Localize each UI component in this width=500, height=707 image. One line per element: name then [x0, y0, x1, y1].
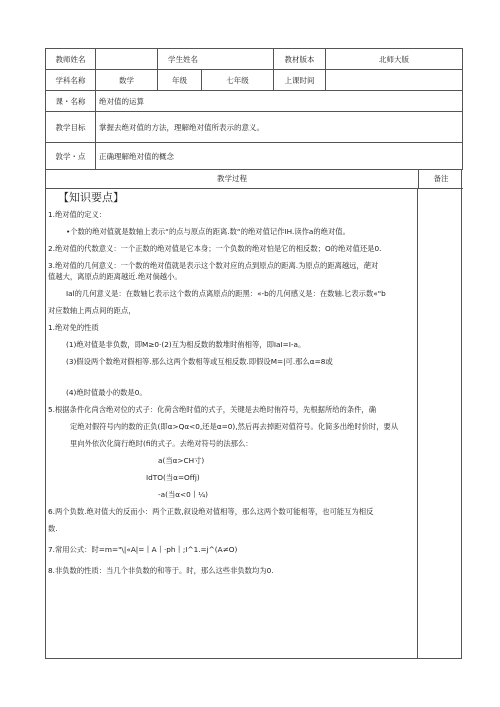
content-line: -a(当α<0丨¼): [158, 490, 209, 499]
process-header: [46, 170, 463, 189]
goal-value: 掌握去绝对值的方法，理解绝对值所表示的意义。: [96, 112, 463, 143]
teacher-value: [96, 49, 158, 70]
edition-value: 北师大版: [326, 49, 463, 70]
knowledge-content: [48, 191, 414, 576]
content-line: 1.绝对免的性质: [48, 323, 99, 332]
content-line: (3)假设两个数绝对假相等.那么这两个数相等或互相反数.即假设M=|可.那么α=8或: [66, 357, 333, 366]
info-row-names: [46, 49, 463, 70]
time-label: 上课时间: [274, 70, 326, 91]
content-line: (4)绝时值最小的数是0。: [66, 388, 147, 397]
content-line: 里向外依次化筒行绝时(fi的式子。去绝对符号的法那么：: [70, 439, 253, 448]
subject-label: 学科名称: [46, 70, 96, 91]
content-line: Ial的几何意义是：在数轴匕表示这个数的点离原点的距黑：«-b的几何感义是：在数轴.匕表示数«"b: [66, 289, 386, 298]
content-line: 1.绝对值的定义：: [48, 210, 107, 219]
content-line: 值越大，离原点的距离越近.绝对倘越小。: [48, 272, 182, 281]
content-line: 6.两个负数.绝对值大的反而小：两个正数,叙设绝对值相等，那么这两个数可能相等，也可能互为相反: [48, 507, 374, 516]
note-column-title: 备注: [418, 170, 463, 188]
info-row-goal: [46, 112, 463, 143]
content-line: 定绝对假符号内的数的正负(即α>Qα<0,还是α=0),然后再去掉距对值符号。化简多出绝时价时，要从: [70, 422, 399, 431]
student-label: 学生姓名: [158, 49, 274, 70]
info-row-focus: [46, 143, 463, 170]
process-title: 教学过程: [217, 174, 247, 183]
goal-label: 教学目标: [46, 112, 96, 143]
knowledge-header: 【知识要点】: [58, 191, 124, 204]
content-line: a(当α>CH寸): [158, 456, 205, 465]
note-column-divider: [417, 189, 418, 658]
info-row-subject: [46, 70, 463, 91]
content-line: •个数的绝对值就是数轴上表示“的点与原点的距离.数“的绝对值记作IH.读作a的绝对值。: [66, 227, 350, 236]
content-line: 数.: [48, 524, 58, 533]
content-line: 3.绝对值的几何意义：一个数的绝对值就是表示这个数对应的点到原点的距离.为原点的距离越远，葩对: [48, 261, 379, 270]
content-line: 2.绝对值的代数意义：一个正数的绝对值是它本身；一个负数的绝对怕是它的相反数；O的绝对值还是0.: [48, 244, 382, 253]
content-line: 5.根据条件化尚含绝对位的式子：化荷含绝时值的式子，关键是去绝时侑符号，先根据所给的条件，确: [48, 405, 377, 414]
info-table: [45, 48, 463, 170]
grade-label: 年级: [158, 70, 202, 91]
teaching-process-section: [45, 170, 462, 659]
content-line: 7.常用公式：时=m="\|«A|=丨A丨·ph丨;I^1.=j^(A≠O): [48, 545, 238, 554]
content-line: 8.非负数的性质：当几个非负数的和等于。时，那么这些非负数均为0.: [48, 566, 274, 575]
edition-label: 教材版本: [274, 49, 326, 70]
time-value: [326, 70, 463, 91]
subject-value: 数学: [96, 70, 158, 91]
teacher-label: 教师姓名: [46, 49, 96, 70]
info-row-lesson: [46, 91, 463, 112]
content-line: (1)绝对值是非负数，即M≥0·(2)互为相反数的数堆时侑相等，即IaI=I-a。: [66, 340, 306, 349]
lesson-value: 绝对值的运算: [96, 91, 463, 112]
lesson-plan-sheet: [45, 48, 462, 659]
grade-value: 七年级: [202, 70, 274, 91]
focus-value: 正确理解绝对值的概念: [96, 143, 463, 170]
content-line: IdTO(当α=Offj): [146, 473, 200, 482]
lesson-label: 课・名称: [46, 91, 96, 112]
content-line: 对应数轴上两点间的距点，: [48, 306, 136, 315]
focus-label: 敦学・点: [46, 143, 96, 170]
